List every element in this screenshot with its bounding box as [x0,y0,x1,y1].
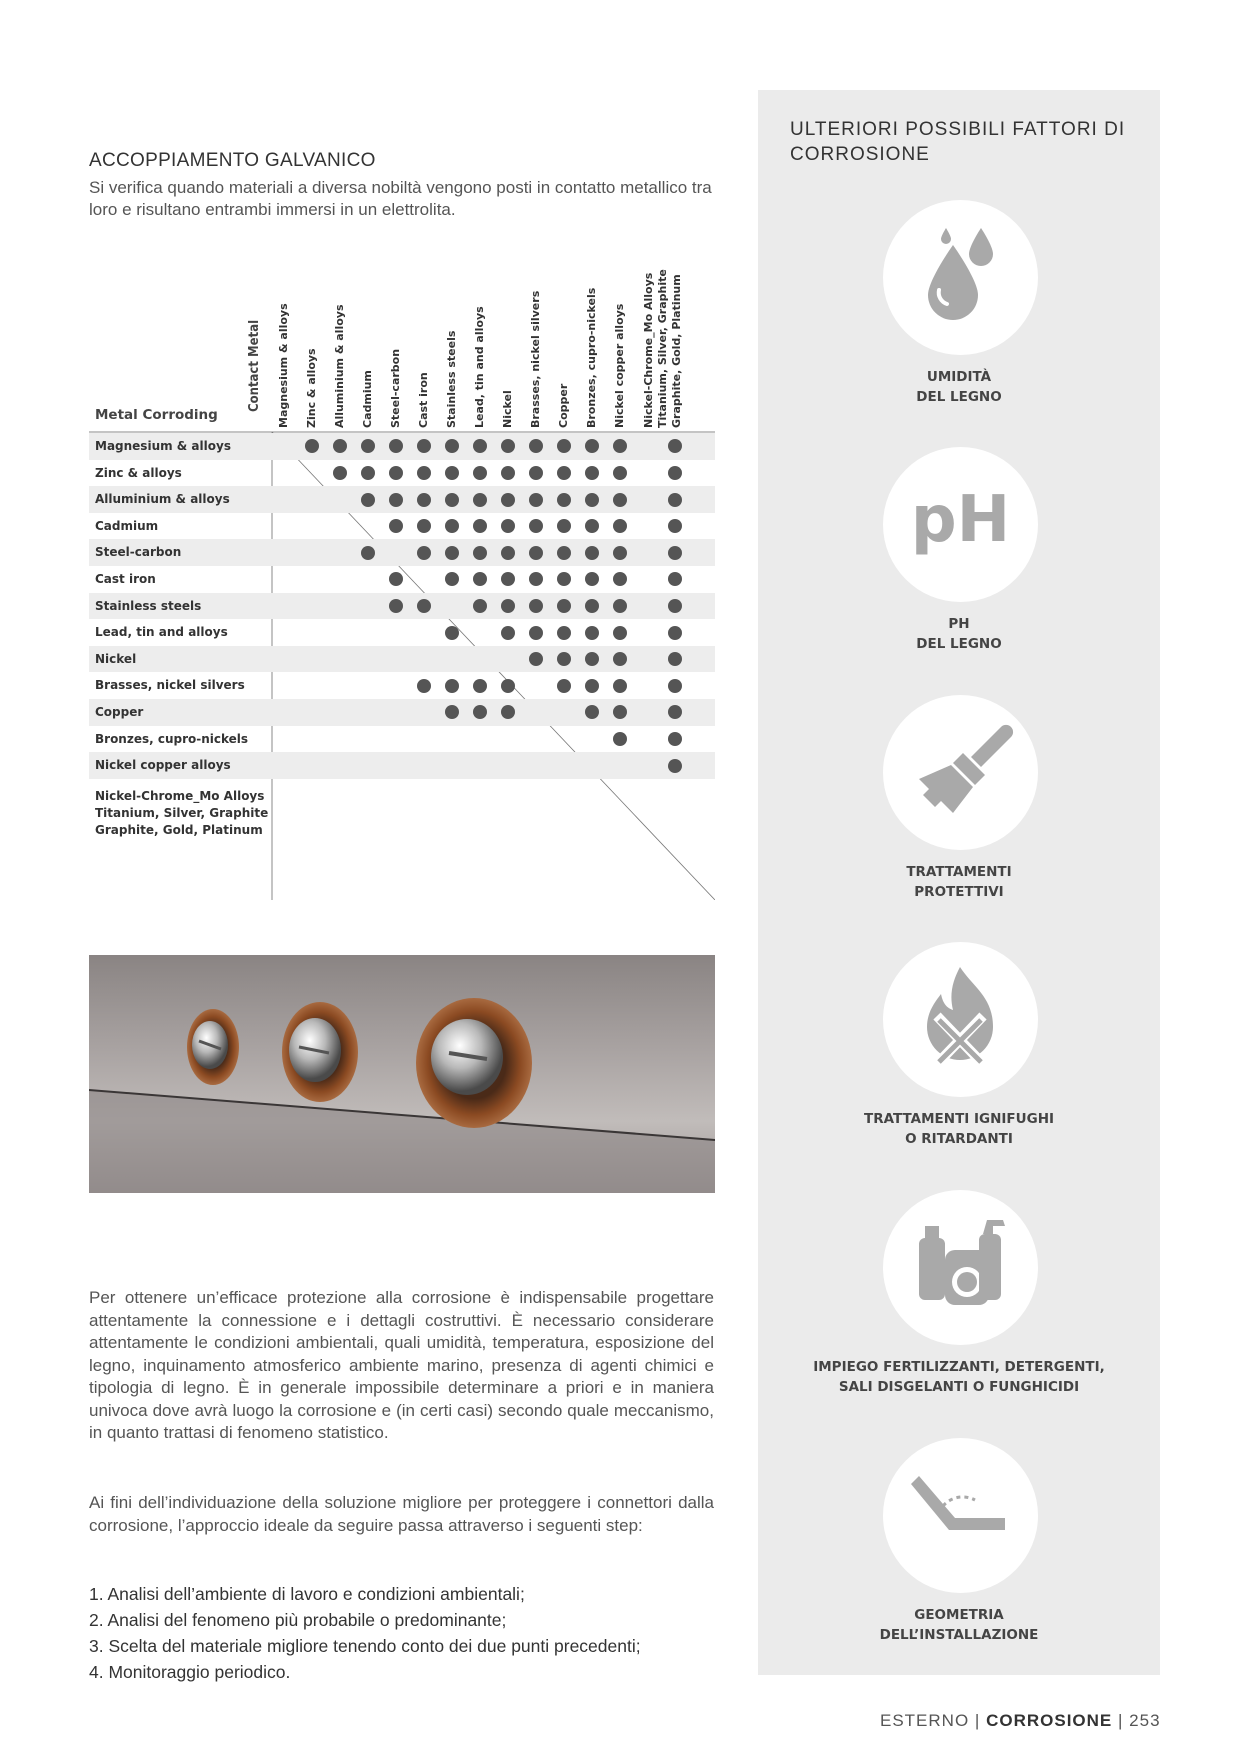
corrosion-photo [89,955,715,1193]
step-item: 2. Analisi del fenomeno più probabile o predominante; [89,1610,507,1630]
page-number: 253 [1129,1711,1161,1730]
compatibility-dot [585,466,599,480]
compatibility-dot [417,466,431,480]
matrix-row-label: Nickel-Chrome_Mo Alloys [95,788,265,803]
galvanic-matrix [89,269,715,900]
matrix-row-label: Graphite, Gold, Platinum [95,822,263,837]
step-item: 1. Analisi dell’ambiente di lavoro e condizioni ambientali; [89,1584,525,1604]
compatibility-dot [361,493,375,507]
water-drops-icon [883,200,1038,355]
compatibility-dot [557,599,571,613]
compatibility-dot [361,546,375,560]
matrix-row-label: Stainless steels [95,598,202,613]
corrosion-factors-panel [758,90,1160,1675]
compatibility-dot [473,466,487,480]
compatibility-dot [613,732,627,746]
compatibility-dot [529,466,543,480]
compatibility-dot [445,519,459,533]
compatibility-dot [585,546,599,560]
compatibility-dot [557,466,571,480]
compatibility-dot [557,493,571,507]
compatibility-dot [585,679,599,693]
footer-chapter: CORROSIONE [986,1711,1113,1730]
compatibility-dot [361,466,375,480]
matrix-column-label: Cast iron [417,372,430,428]
compatibility-dot [557,546,571,560]
section-title: ACCOPPIAMENTO GALVANICO [89,150,376,171]
body-paragraph-1: Per ottenere un’efficace protezione alla corrosione è indispensabile progettare attentamente la connessione e i dettagli costruttivi. È necessario considerare attentamente le condizioni ambientali, quali umidità, temperatura, esposizione del legno, inquinamento atmosferico ambiente marino, presenza di agenti chimici e tipologia di legno. È in generale impossibile determinare a priori e in maniera univoca dove avrà luogo la corrosione e (in certi casi) secondo quale meccanismo, in quanto trattasi di fenomeno statistico. [89,1288,714,1442]
compatibility-dot [668,626,682,640]
compatibility-dot [557,652,571,666]
compatibility-dot [668,519,682,533]
compatibility-dot [473,546,487,560]
intro-text: Si verifica quando materiali a diversa nobiltà vengono posti in contatto metallico tra loro e risultano entrambi immersi in un elettrolita. [89,178,712,219]
compatibility-dot [668,599,682,613]
compatibility-dot [557,679,571,693]
compatibility-dot [557,626,571,640]
compatibility-dot [417,599,431,613]
fire-cross-icon [883,942,1038,1097]
compatibility-dot [613,466,627,480]
body-paragraph-2: Ai fini dell’individuazione della soluzione migliore per proteggere i connettori dalla corrosione, l’approccio ideale da seguire passa attraverso i seguenti step: [89,1493,714,1535]
matrix-row-label: Copper [95,705,144,719]
chemical-bottles-icon [883,1190,1038,1345]
compatibility-dot [389,466,403,480]
compatibility-dot [585,626,599,640]
compatibility-dot [668,546,682,560]
compatibility-dot [613,679,627,693]
corroded-screws-image [89,955,715,1193]
ph-icon [883,447,1038,602]
factor-label: IMPIEGO FERTILIZZANTI, DETERGENTI, SALI DISGELANTI O FUNGHICIDI [813,1359,1105,1395]
compatibility-dot [389,599,403,613]
compatibility-dot [668,679,682,693]
compatibility-dot [389,493,403,507]
compatibility-dot [445,493,459,507]
compatibility-dot [501,493,515,507]
compatibility-dot [668,652,682,666]
compatibility-dot [417,679,431,693]
matrix-row-label: Titanium, Silver, Graphite [95,805,269,820]
matrix-row-label: Nickel [95,651,137,666]
compatibility-dot [501,599,515,613]
compatibility-dot [445,546,459,560]
matrix-column-label: Stainless steels [445,330,458,428]
matrix-row-label: Alluminium & alloys [95,492,230,507]
compatibility-dot [529,652,543,666]
compatibility-dot [529,626,543,640]
matrix-column-label: Nickel copper alloys [613,303,626,428]
compatibility-dot [613,626,627,640]
footer-separator: | [1118,1711,1124,1730]
panel-title: ULTERIORI POSSIBILI FATTORI DI CORROSIONE [790,119,1126,165]
compatibility-dot [613,493,627,507]
matrix-column-label: Alluminium & alloys [333,304,346,428]
matrix-row-label: Zinc & alloys [95,465,182,480]
factor-label: PH DEL LEGNO [916,616,1002,652]
paint-brush-icon [883,695,1038,850]
compatibility-dot [445,679,459,693]
compatibility-dot [501,546,515,560]
compatibility-dot [389,519,403,533]
compatibility-dot [529,599,543,613]
compatibility-dot [613,546,627,560]
matrix-column-label: Brasses, nickel silvers [529,290,542,428]
factor-label: TRATTAMENTI IGNIFUGHI O RITARDANTI [863,1111,1055,1147]
matrix-row-label: Steel-carbon [95,545,182,560]
matrix-row-label: Nickel copper alloys [95,758,231,773]
matrix-row-label: Bronzes, cupro-nickels [95,731,249,746]
compatibility-dot [501,679,515,693]
matrix-column-label: Zinc & alloys [305,348,318,428]
compatibility-dot [585,519,599,533]
matrix-row-label: Cast iron [95,572,156,586]
matrix-column-label: Nickel [501,390,514,428]
matrix-row-label: Cadmium [95,518,159,533]
compatibility-dot [473,493,487,507]
compatibility-dot [585,652,599,666]
compatibility-dot [445,626,459,640]
compatibility-dot [668,732,682,746]
compatibility-dot [417,519,431,533]
matrix-column-label: Nickel-Chrome_Mo Alloys [642,272,655,428]
compatibility-dot [585,599,599,613]
compatibility-dot [417,493,431,507]
steps-list [89,1581,729,1685]
contact-metal-label: Contact Metal [247,319,262,412]
footer-separator: | [974,1711,981,1730]
matrix-row-label: Magnesium & alloys [95,439,231,453]
compatibility-dot [668,466,682,480]
matrix-column-label: Steel-carbon [389,348,402,428]
compatibility-dot [333,466,347,480]
step-item: 3. Scelta del materiale migliore tenendo conto dei due punti precedenti; [89,1636,641,1656]
metal-corroding-label: Metal Corroding [95,407,218,423]
compatibility-dot [668,759,682,773]
step-item: 4. Monitoraggio periodico. [89,1662,291,1682]
compatibility-dot [417,546,431,560]
compatibility-dot [473,599,487,613]
compatibility-dot [668,493,682,507]
factor-label: UMIDITÀ DEL LEGNO [916,369,1002,405]
page-footer [880,1711,1161,1731]
ph-icon-text: pH [910,483,1011,557]
compatibility-dot [501,519,515,533]
compatibility-dot [473,519,487,533]
matrix-column-label: Bronzes, cupro-nickels [585,287,598,428]
compatibility-dot [501,626,515,640]
factor-label: GEOMETRIA DELL’INSTALLAZIONE [879,1607,1039,1643]
compatibility-dot [529,519,543,533]
compatibility-dot [529,493,543,507]
compatibility-dot [613,519,627,533]
compatibility-dot [529,546,543,560]
footer-section: ESTERNO [880,1711,970,1730]
matrix-column-label: Graphite, Gold, Platinum [670,274,683,428]
matrix-column-label: Titanium, Silver, Graphite [656,269,669,428]
compatibility-dot [613,599,627,613]
angle-geometry-icon [883,1438,1038,1593]
compatibility-dot [473,679,487,693]
compatibility-dot [445,466,459,480]
compatibility-dot [613,652,627,666]
matrix-column-label: Copper [557,383,570,428]
matrix-column-label: Magnesium & alloys [277,303,290,428]
matrix-column-label: Cadmium [361,370,374,428]
compatibility-dot [557,519,571,533]
matrix-row-label: Brasses, nickel silvers [95,678,245,693]
matrix-row-label: Lead, tin and alloys [95,625,228,640]
matrix-column-label: Lead, tin and alloys [473,306,486,428]
factor-label: TRATTAMENTI PROTETTIVI [906,864,1012,900]
compatibility-dot [501,466,515,480]
compatibility-dot [585,493,599,507]
